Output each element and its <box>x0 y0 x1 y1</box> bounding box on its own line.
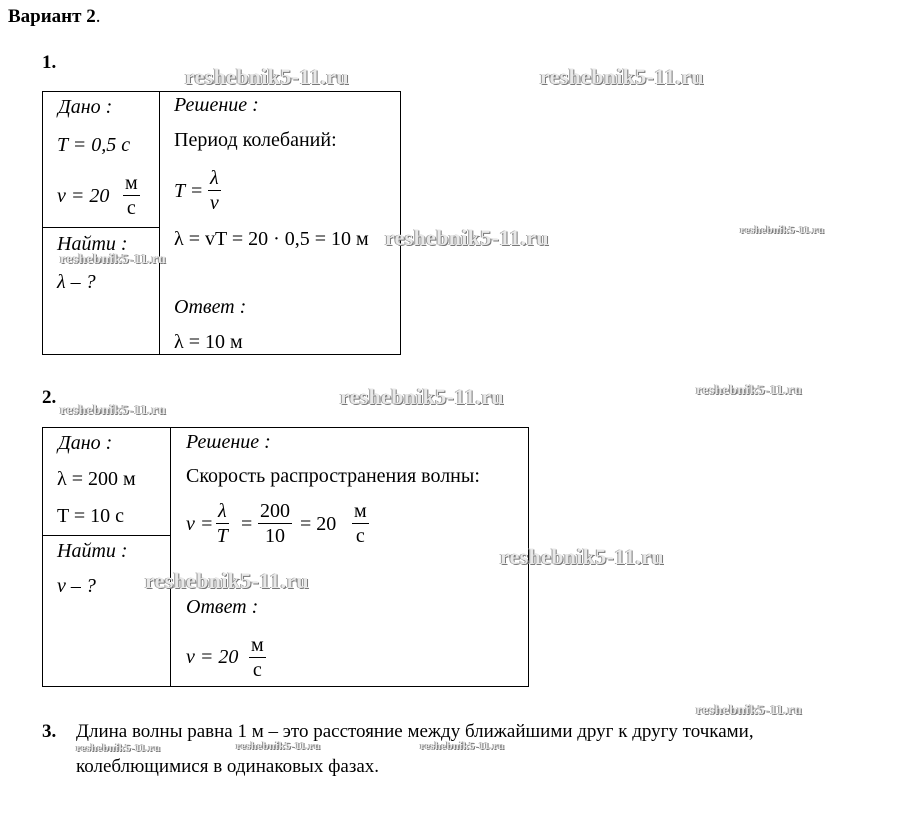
problem2-given-label: Дано : <box>58 432 113 454</box>
problem2-given-find-divider <box>42 535 171 536</box>
problem1-calculation: λ = vT = 20 · 0,5 = 10 м <box>174 228 369 250</box>
problem2-solution-label: Решение : <box>186 431 271 453</box>
problem1-solution-label: Решение : <box>174 94 259 116</box>
problem1-speed-unit: м с <box>125 172 138 219</box>
watermark: reshebnik5-11.ru <box>340 384 504 409</box>
problem1-solution-intro: Период колебаний: <box>174 129 337 151</box>
problem1-given-speed: v = 20 <box>57 185 110 207</box>
problem3-line1: Длина волны равна 1 м – это расстояние между ближайшими друг к другу точками, <box>76 721 754 742</box>
problem2-answer-unit: м с <box>251 634 264 681</box>
problem1-find-label: Найти : <box>57 233 128 255</box>
problem2-answer-label: Ответ : <box>186 596 259 618</box>
problem2-formula-fraction2: $\frac{200}{10}$ <box>260 500 290 547</box>
problem2-find-value: v – ? <box>57 575 96 597</box>
watermark: reshebnik5-11.ru <box>420 740 505 752</box>
watermark: reshebnik5-11.ru <box>60 252 167 267</box>
problem3-number: 3. <box>42 721 57 742</box>
problem1-answer-label: Ответ : <box>174 296 247 318</box>
watermark: reshebnik5-11.ru <box>500 544 664 569</box>
problem2-solution-intro: Скорость распространения волны: <box>186 465 480 487</box>
watermark: reshebnik5-11.ru <box>60 403 167 418</box>
problem1-given-find-divider <box>42 227 160 228</box>
problem2-number: 2. <box>42 387 57 408</box>
problem2-formula-result: = 20 <box>300 513 337 535</box>
problem1-find-value: λ – ? <box>57 271 96 293</box>
watermark: reshebnik5-11.ru <box>185 64 349 89</box>
watermark: reshebnik5-11.ru <box>740 224 825 236</box>
problem2-result-unit: м с <box>354 500 367 547</box>
problem1-given-period: T = 0,5 с <box>57 134 131 156</box>
page-title: Вариант 2. <box>8 6 101 27</box>
problem3-line2: колеблющимися в одинаковых фазах. <box>76 756 380 777</box>
watermark: reshebnik5-11.ru <box>76 742 161 754</box>
problem1-given-label: Дано : <box>58 96 113 118</box>
watermark: reshebnik5-11.ru <box>385 225 549 250</box>
watermark: reshebnik5-11.ru <box>145 568 309 593</box>
problem2-formula-equals: = <box>241 513 253 535</box>
problem2-divider <box>170 427 171 687</box>
problem2-find-label: Найти : <box>57 540 128 562</box>
problem2-formula-fraction1: $\frac{\lambda}{T}$ <box>216 500 228 547</box>
problem1-divider <box>159 91 160 355</box>
problem1-formula-fraction: $\frac{\lambda}{v}$ <box>209 167 219 214</box>
problem1-number: 1. <box>42 52 57 73</box>
watermark: reshebnik5-11.ru <box>696 383 803 398</box>
watermark: reshebnik5-11.ru <box>696 703 803 718</box>
watermark: reshebnik5-11.ru <box>540 64 704 89</box>
problem1-formula-lhs: T = <box>174 180 204 202</box>
watermark: reshebnik5-11.ru <box>236 740 321 752</box>
problem2-formula-lhs: v = <box>186 513 214 535</box>
problem3-text <box>76 714 754 784</box>
problem2-given-wavelength: λ = 200 м <box>57 468 136 490</box>
problem1-answer: λ = 10 м <box>174 331 243 353</box>
problem2-answer: v = 20 <box>186 646 239 668</box>
problem2-given-period: T = 10 с <box>57 505 125 527</box>
